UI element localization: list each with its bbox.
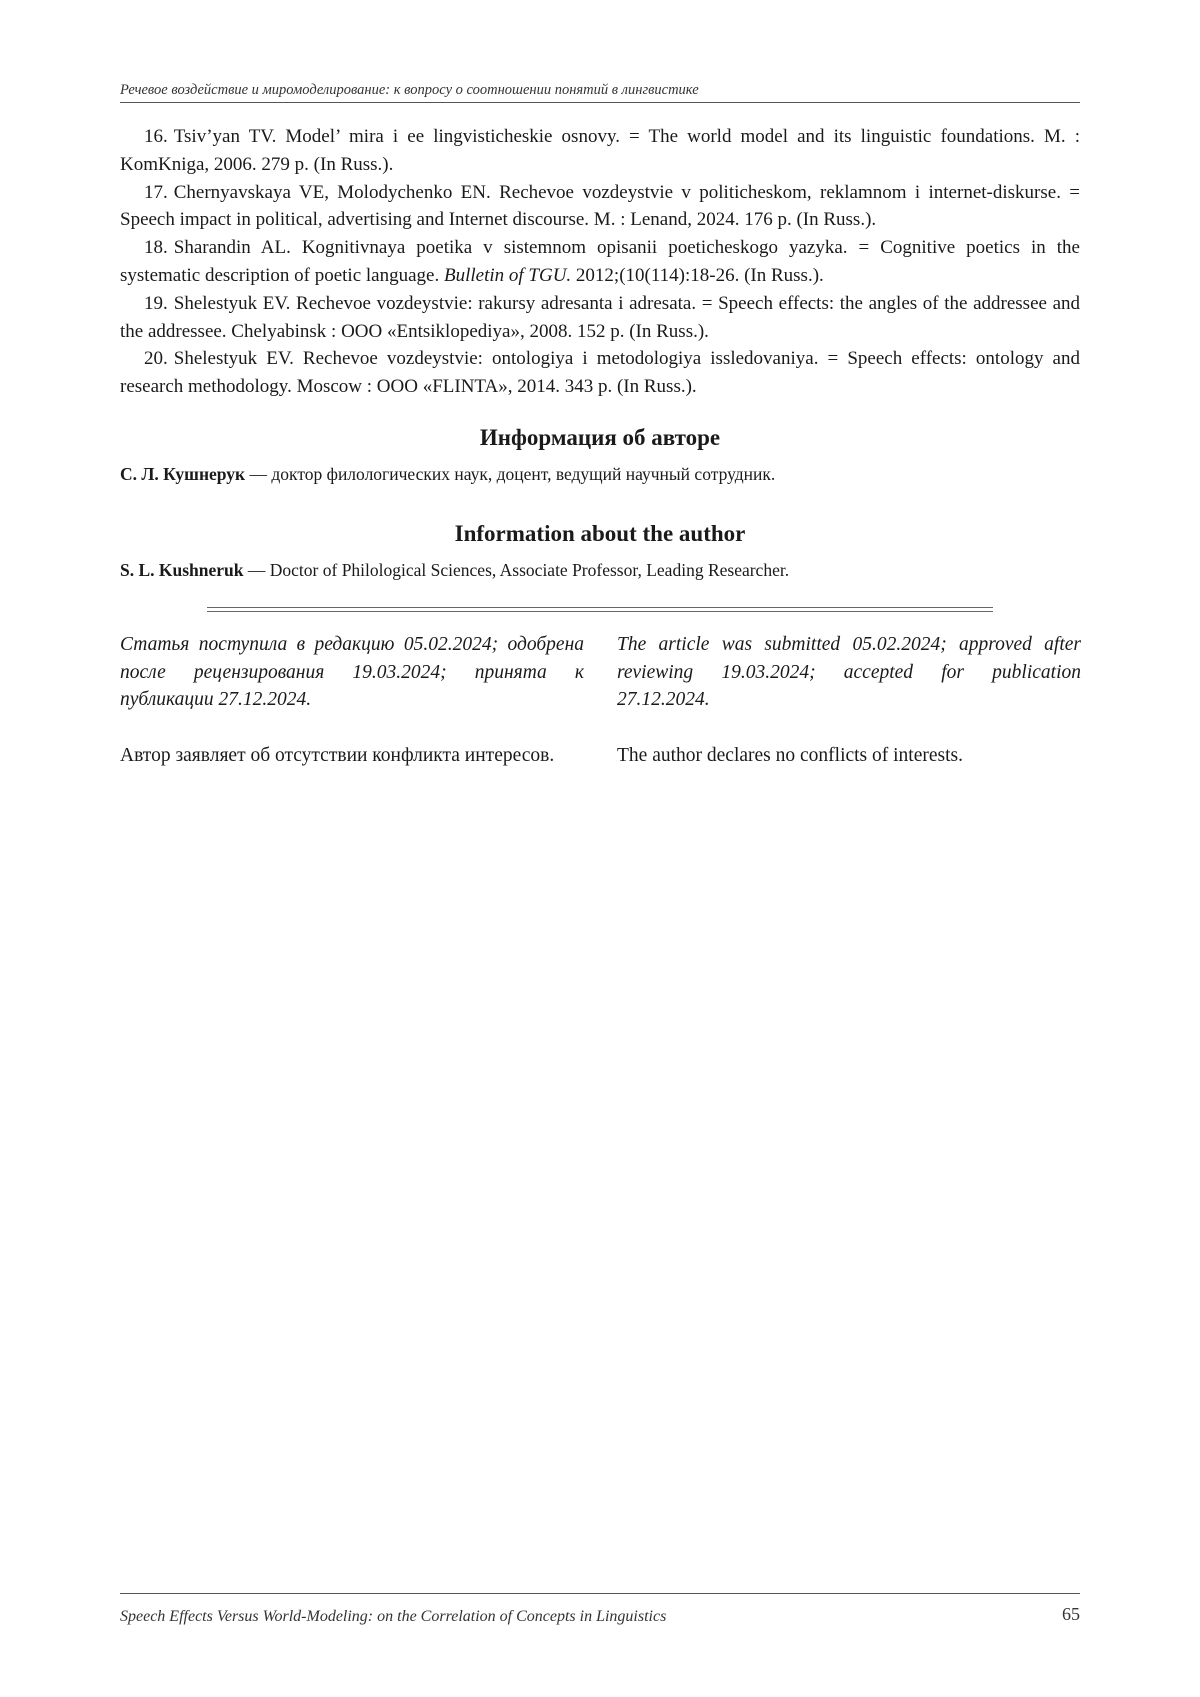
page-number: 65 bbox=[1062, 1604, 1080, 1624]
author-description-en: — Doctor of Philological Sciences, Associate Professor, Leading Researcher. bbox=[243, 560, 790, 580]
author-name-en: S. L. Kushneruk bbox=[120, 560, 244, 580]
reference-number: 20. bbox=[144, 348, 168, 370]
reference-text: Sharandin AL. Kognitivnaya poetika v sistemnom opisanii poeticheskogo yazyka. = Cognitive poetics in the systematic description of poetic language. bbox=[120, 237, 1080, 286]
section-double-divider bbox=[207, 607, 993, 612]
reference-item bbox=[120, 179, 1080, 235]
running-footer-title: Speech Effects Versus World-Modeling: on the Correlation of Concepts in Linguistics bbox=[120, 1608, 667, 1625]
reference-number: 19. bbox=[144, 292, 168, 314]
reference-text: Tsiv’yan TV. Model’ mira i ee lingvisticheskie osnovy. = The world model and its linguistic foundations. M. : KomKniga, 2006. 279 p. (In Russ.). bbox=[120, 126, 1080, 175]
header-divider bbox=[120, 102, 1080, 103]
reference-item bbox=[120, 345, 1080, 401]
author-name-ru: С. Л. Кушнерук bbox=[120, 464, 246, 484]
reference-item bbox=[120, 234, 1080, 290]
author-info-heading-ru: Информация об авторе bbox=[479, 425, 721, 450]
conflict-statement-ru: Автор заявляет об отсутствии конфликта интересов. bbox=[120, 745, 555, 766]
author-info-en bbox=[120, 560, 1080, 581]
reference-text: Chernyavskaya VE, Molodychenko EN. Rechevoe vozdeystvie v politicheskom, reklamnom i internet-diskurse. = Speech impact in political, advertising and Internet discourse. M. : Lenand, 2024. 176 p. (In Russ.). bbox=[120, 181, 1080, 231]
reference-text: Shelestyuk EV. Rechevoe vozdeystvie: rakursy adresanta i adresata. = Speech effects: the angles of the addressee and the addressee. Chelyabinsk : OOO «Entsiklopediya», 2008. 152 p. (In Russ.). bbox=[120, 292, 1080, 342]
running-header-title: Речевое воздействие и миромоделирование: к вопросу о соотношении понятий в лингвистике bbox=[120, 82, 699, 98]
reference-number: 18. bbox=[144, 237, 168, 259]
reference-list bbox=[120, 123, 1080, 401]
conflict-statement-en: The author declares no conflicts of interests. bbox=[617, 745, 964, 766]
reference-item bbox=[120, 123, 1080, 179]
author-info-ru bbox=[120, 464, 1080, 485]
reference-text-tail: 2012;(10(114):18-26. (In Russ.). bbox=[571, 264, 824, 286]
reference-text: Shelestyuk EV. Rechevoe vozdeystvie: ontologiya i metodologiya issledovaniya. = Speech effects: ontology and research methodology. Moscow : OOO «FLINTA», 2014. 343 p. (In Russ.). bbox=[120, 348, 1080, 398]
reference-item bbox=[120, 290, 1080, 346]
footer-divider bbox=[120, 1593, 1080, 1594]
article-history-en: The article was submitted 05.02.2024; approved after reviewing 19.03.2024; accepted for publication 27.12.2024. bbox=[617, 634, 1081, 710]
article-history-ru: Статья поступила в редакцию 05.02.2024; одобрена после рецензирования 19.03.2024; принята к публикации 27.12.2024. bbox=[120, 634, 584, 710]
reference-number: 17. bbox=[144, 181, 168, 203]
author-info-heading-en: Information about the author bbox=[454, 521, 746, 546]
reference-journal: Bulletin of TGU. bbox=[443, 264, 572, 286]
reference-number: 16. bbox=[144, 126, 168, 147]
author-description-ru: — доктор филологических наук, доцент, ведущий научный сотрудник. bbox=[245, 464, 776, 484]
